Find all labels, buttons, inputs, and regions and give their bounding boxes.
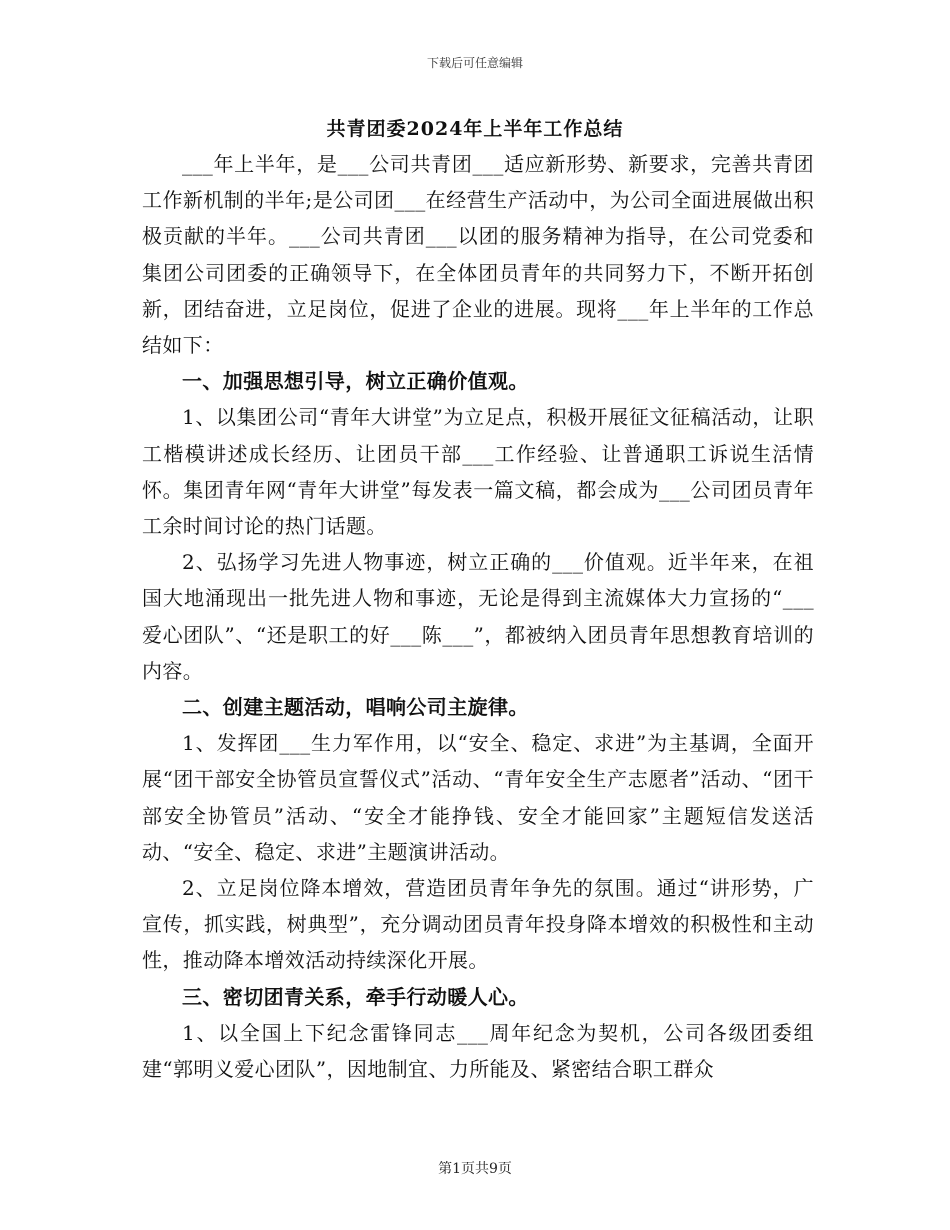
intro-paragraph: ___年上半年，是___公司共青团___适应新形势、新要求，完善共青团工作新机制的半年;是公司团___在经营生产活动中，为公司全面进展做出积极贡献的半年。___公司共青团___以团的服务精神为指导，在公司党委和集团公司团委的正确领导下，在全体团员青年的共同努力下，不断开拓创新，团结奋进，立足岗位，促进了企业的进展。现将___年上半年的工作总结如下： <box>142 152 814 358</box>
section-heading: 一、加强思想引导，树立正确价值观。 <box>182 369 529 394</box>
body-paragraph: 1、以集团公司“青年大讲堂”为立足点，积极开展征文征稿活动，让职工楷模讲述成长经历、让团员干部___工作经验、让普通职工诉说生活情怀。集团青年网“青年大讲堂”每发表一篇文稿，都会成为___公司团员青年工余时间讨论的热门话题。 <box>142 405 814 539</box>
body-paragraph: 1、以全国上下纪念雷锋同志___周年纪念为契机，公司各级团委组建“郭明义爱心团队”，因地制宜、力所能及、紧密结合职工群众 <box>142 1020 814 1082</box>
document-body <box>142 146 814 1087</box>
body-paragraph: 2、立足岗位降本增效，营造团员青年争先的氛围。通过“讲形势，广宣传，抓实践，树典型”，充分调动团员青年投身降本增效的积极性和主动性，推动降本增效活动持续深化开展。 <box>142 876 814 973</box>
document-title: 共青团委2024年上半年工作总结 <box>326 118 624 140</box>
body-paragraph: 1、发挥团___生力军作用，以“安全、稳定、求进”为主基调，全面开展“团干部安全协管员宣誓仪式”活动、“青年安全生产志愿者”活动、“团干部安全协管员”活动、“安全才能挣钱、安全才能回家”主题短信发送活动、“安全、稳定、求进”主题演讲活动。 <box>142 731 814 864</box>
body-paragraph: 2、弘扬学习先进人物事迹，树立正确的___价值观。近半年来，在祖国大地涌现出一批先进人物和事迹，无论是得到主流媒体大力宣扬的“___爱心团队”、“还是职工的好___陈___”，都被纳入团员青年思想教育培训的内容。 <box>142 550 814 683</box>
header-note: 下载后可任意编辑 <box>426 56 523 70</box>
page-number-footer: 第1页共9页 <box>438 1161 512 1177</box>
section-heading: 二、创建主题活动，唱响公司主旋律。 <box>182 695 529 720</box>
section-heading: 三、密切团青关系，牵手行动暖人心。 <box>182 984 529 1009</box>
